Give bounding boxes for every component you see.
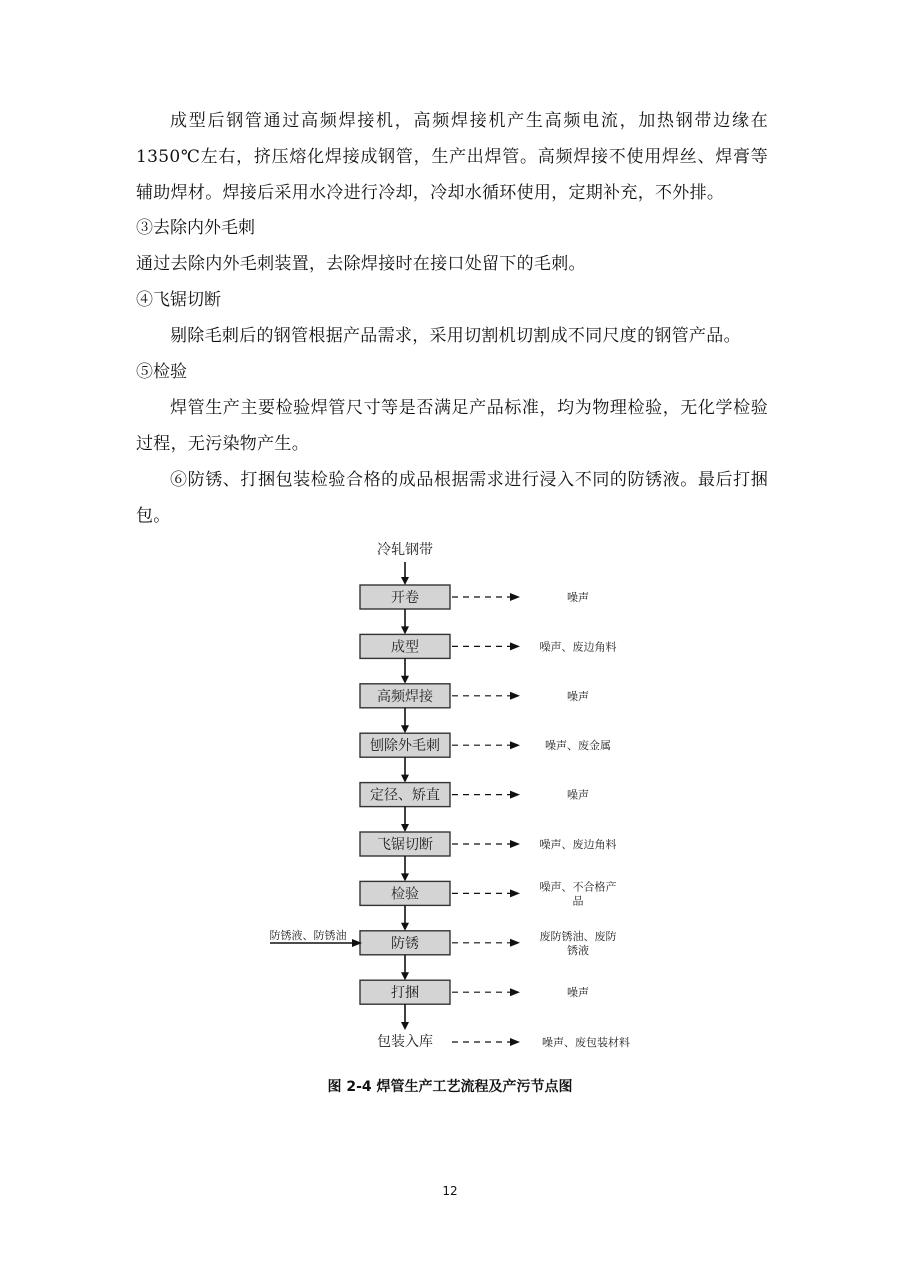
flow-step-label: 高频焊接	[377, 688, 433, 705]
flow-step-box	[360, 881, 450, 905]
pollution-arrowhead	[510, 988, 520, 996]
flow-arrowhead	[401, 775, 409, 783]
flow-arrowhead	[401, 923, 409, 931]
pollution-note: 噪声	[567, 986, 589, 1000]
pollution-arrowhead	[510, 642, 520, 650]
paragraph-deburring: 通过去除内外毛刺装置，去除焊接时在接口处留下的毛刺。	[136, 254, 586, 274]
pollution-note: 噪声、废边角料	[539, 838, 617, 851]
pollution-arrowhead	[510, 593, 520, 601]
paragraph-flying-saw: 剔除毛刺后的钢管根据产品需求，采用切割机切割成不同尺度的钢管产品。	[170, 326, 741, 346]
flow-step-label: 检验	[391, 886, 419, 903]
flow-arrowhead	[401, 972, 409, 980]
flow-input-label: 冷轧钢带	[377, 542, 433, 558]
flow-step-box	[360, 832, 450, 856]
flow-step-label: 定径、矫直	[370, 787, 440, 804]
heading-inspection: ⑤检验	[136, 362, 187, 382]
pollution-note: 噪声、不合格产	[539, 880, 617, 894]
final-note: 噪声、废包装材料	[542, 1036, 630, 1049]
pollution-arrowhead	[510, 939, 520, 947]
figure-caption: 图 2-4 焊管生产工艺流程及产污节点图	[327, 1079, 573, 1095]
flow-step-box	[360, 684, 450, 708]
pollution-note: 噪声	[567, 689, 589, 703]
flow-step-label: 刨除外毛刺	[370, 738, 440, 755]
pollution-arrowhead	[510, 741, 520, 749]
flow-arrowhead	[401, 626, 409, 634]
side-input-label: 防锈液、防锈油	[269, 929, 347, 942]
flow-step-label: 防锈	[391, 935, 419, 952]
flow-step-box	[360, 980, 450, 1004]
pollution-note: 噪声	[567, 591, 589, 604]
flow-arrowhead	[401, 1022, 409, 1030]
pollution-note: 噪声、废金属	[545, 739, 611, 753]
flow-step-label: 开卷	[391, 590, 419, 606]
pollution-note: 噪声	[567, 788, 589, 802]
pollution-note: 废防锈油、废防	[539, 929, 617, 943]
flow-arrowhead	[401, 676, 409, 684]
flow-step-box	[360, 931, 450, 955]
flow-step-label: 打捆	[391, 985, 419, 1002]
flow-arrowhead	[401, 577, 409, 585]
heading-flying-saw: ④飞锯切断	[136, 290, 221, 310]
final-dash-arrowhead	[510, 1038, 520, 1046]
pollution-arrowhead	[510, 889, 520, 897]
pollution-note: 噪声、废边角料	[539, 640, 617, 654]
flow-step-box	[360, 585, 450, 609]
pollution-arrowhead	[510, 692, 520, 700]
flow-step-box	[360, 634, 450, 658]
paragraph-welding: 成型后钢管通过高频焊接机，高频焊接机产生高频电流，加热钢带边缘在1350℃左右，挤压熔化焊接成钢管，生产出焊管。高频焊接不使用焊丝、焊膏等辅助焊材。焊接后采用水冷进行冷却，冷却水循环使用，定期补充，不外排。	[136, 111, 768, 203]
paragraph-rust-packing: ⑥防锈、打捆包装检验合格的成品根据需求进行浸入不同的防锈液。最后打捆包。	[136, 470, 768, 526]
flow-arrowhead	[401, 725, 409, 733]
flow-step-label: 飞锯切断	[377, 837, 433, 853]
flow-step-box	[360, 733, 450, 757]
pollution-note: 锈液	[567, 943, 589, 957]
paragraph-inspection: 焊管生产主要检验焊管尺寸等是否满足产品标准，均为物理检验，无化学检验过程，无污染物产生。	[136, 398, 768, 454]
pollution-arrowhead	[510, 791, 520, 799]
heading-deburring: ③去除内外毛刺	[136, 218, 255, 238]
flow-final-label: 包装入库	[377, 1034, 433, 1050]
pollution-arrowhead	[510, 840, 520, 848]
flow-step-label: 成型	[391, 639, 419, 656]
flow-step-box	[360, 783, 450, 807]
pollution-note: 品	[572, 894, 584, 908]
page-number: 12	[442, 1184, 458, 1198]
flow-arrowhead	[401, 824, 409, 832]
flow-arrowhead	[401, 873, 409, 881]
